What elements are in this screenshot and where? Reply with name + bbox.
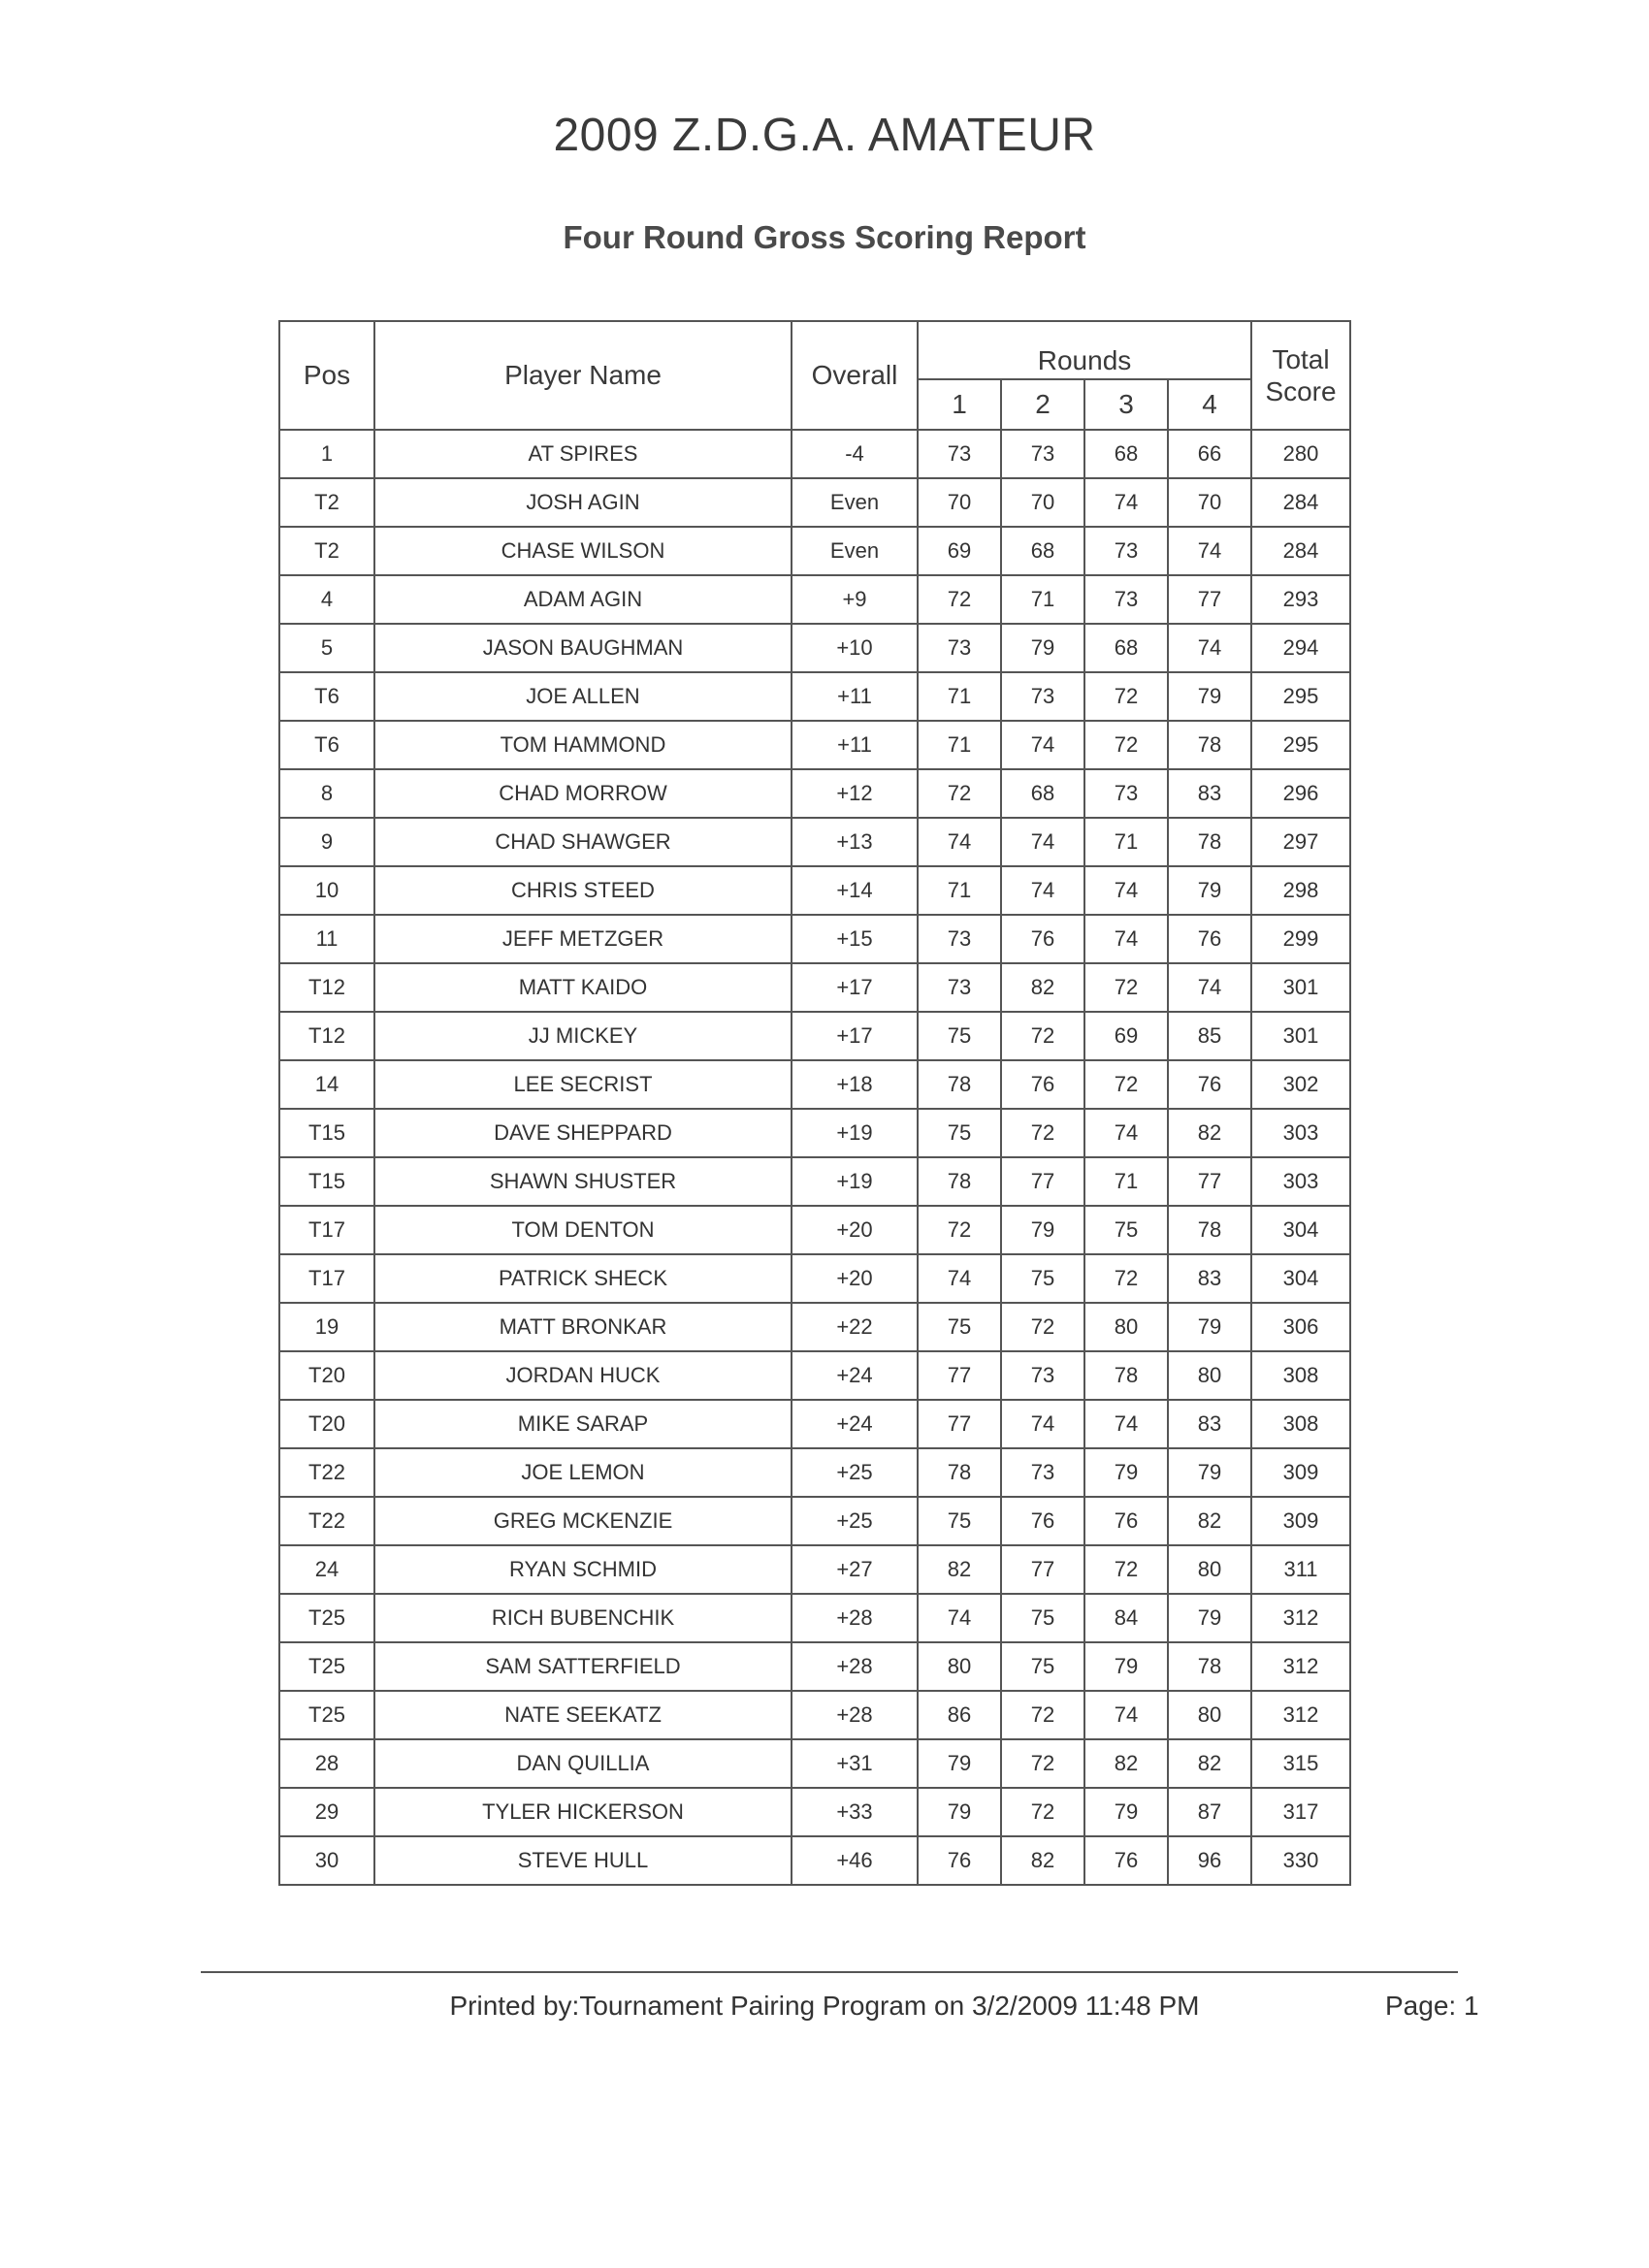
cell-total-score: 315 <box>1251 1739 1350 1788</box>
cell-round-4: 74 <box>1168 527 1251 575</box>
cell-player-name: STEVE HULL <box>374 1836 792 1885</box>
table-row <box>279 1012 1350 1060</box>
cell-pos: 4 <box>279 575 374 624</box>
cell-round-4: 96 <box>1168 1836 1251 1885</box>
table-row <box>279 1594 1350 1642</box>
cell-round-1: 75 <box>918 1497 1001 1545</box>
cell-round-3: 72 <box>1084 721 1168 769</box>
header-round-1: 1 <box>918 379 1001 430</box>
cell-player-name: AT SPIRES <box>374 430 792 478</box>
header-round-2: 2 <box>1001 379 1084 430</box>
cell-overall: Even <box>792 527 918 575</box>
cell-total-score: 330 <box>1251 1836 1350 1885</box>
page-number: Page: 1 <box>1385 1991 1479 2021</box>
cell-pos: T2 <box>279 478 374 527</box>
cell-overall: +12 <box>792 769 918 818</box>
scoring-table <box>278 320 1351 1886</box>
cell-round-2: 75 <box>1001 1594 1084 1642</box>
cell-overall: +10 <box>792 624 918 672</box>
cell-round-1: 73 <box>918 963 1001 1012</box>
cell-pos: 24 <box>279 1545 374 1594</box>
table-row <box>279 1545 1350 1594</box>
cell-round-2: 68 <box>1001 527 1084 575</box>
table-row <box>279 1351 1350 1400</box>
cell-round-3: 78 <box>1084 1351 1168 1400</box>
cell-total-score: 302 <box>1251 1060 1350 1109</box>
cell-round-3: 79 <box>1084 1788 1168 1836</box>
cell-total-score: 312 <box>1251 1642 1350 1691</box>
header-total-line1: Total <box>1272 344 1330 374</box>
cell-total-score: 309 <box>1251 1448 1350 1497</box>
cell-total-score: 309 <box>1251 1497 1350 1545</box>
table-row <box>279 1400 1350 1448</box>
cell-overall: -4 <box>792 430 918 478</box>
cell-overall: +17 <box>792 963 918 1012</box>
cell-player-name: NATE SEEKATZ <box>374 1691 792 1739</box>
cell-pos: 28 <box>279 1739 374 1788</box>
cell-round-3: 74 <box>1084 1400 1168 1448</box>
cell-round-4: 79 <box>1168 1594 1251 1642</box>
cell-pos: T2 <box>279 527 374 575</box>
cell-round-1: 78 <box>918 1060 1001 1109</box>
cell-round-3: 79 <box>1084 1448 1168 1497</box>
cell-overall: +25 <box>792 1448 918 1497</box>
cell-total-score: 312 <box>1251 1594 1350 1642</box>
cell-round-2: 72 <box>1001 1109 1084 1157</box>
cell-round-2: 73 <box>1001 1351 1084 1400</box>
cell-player-name: PATRICK SHECK <box>374 1254 792 1303</box>
cell-total-score: 303 <box>1251 1157 1350 1206</box>
cell-round-4: 66 <box>1168 430 1251 478</box>
cell-round-1: 74 <box>918 818 1001 866</box>
report-subtitle: Four Round Gross Scoring Report <box>563 219 1086 255</box>
cell-round-4: 85 <box>1168 1012 1251 1060</box>
cell-pos: T25 <box>279 1691 374 1739</box>
table-row <box>279 1642 1350 1691</box>
cell-overall: +20 <box>792 1254 918 1303</box>
table-row <box>279 1206 1350 1254</box>
cell-round-2: 74 <box>1001 1400 1084 1448</box>
cell-round-3: 73 <box>1084 527 1168 575</box>
cell-round-3: 69 <box>1084 1012 1168 1060</box>
cell-round-3: 75 <box>1084 1206 1168 1254</box>
cell-round-4: 78 <box>1168 818 1251 866</box>
cell-player-name: LEE SECRIST <box>374 1060 792 1109</box>
cell-player-name: TOM HAMMOND <box>374 721 792 769</box>
cell-pos: 10 <box>279 866 374 915</box>
cell-pos: 14 <box>279 1060 374 1109</box>
cell-player-name: DAVE SHEPPARD <box>374 1109 792 1157</box>
table-row <box>279 818 1350 866</box>
cell-pos: T12 <box>279 963 374 1012</box>
header-round-4: 4 <box>1168 379 1251 430</box>
cell-round-4: 74 <box>1168 624 1251 672</box>
cell-round-2: 79 <box>1001 1206 1084 1254</box>
cell-round-2: 76 <box>1001 1497 1084 1545</box>
cell-pos: T15 <box>279 1157 374 1206</box>
cell-overall: +33 <box>792 1788 918 1836</box>
table-row <box>279 1691 1350 1739</box>
cell-round-3: 72 <box>1084 1545 1168 1594</box>
cell-round-4: 79 <box>1168 672 1251 721</box>
cell-player-name: JEFF METZGER <box>374 915 792 963</box>
cell-overall: +18 <box>792 1060 918 1109</box>
cell-player-name: CHRIS STEED <box>374 866 792 915</box>
cell-round-2: 73 <box>1001 1448 1084 1497</box>
cell-round-3: 73 <box>1084 769 1168 818</box>
cell-pos: 5 <box>279 624 374 672</box>
cell-round-3: 79 <box>1084 1642 1168 1691</box>
table-row <box>279 721 1350 769</box>
cell-pos: T17 <box>279 1206 374 1254</box>
cell-overall: +20 <box>792 1206 918 1254</box>
cell-round-4: 87 <box>1168 1788 1251 1836</box>
cell-total-score: 304 <box>1251 1254 1350 1303</box>
cell-round-4: 80 <box>1168 1691 1251 1739</box>
header-pos: Pos <box>279 321 374 430</box>
cell-player-name: JOE ALLEN <box>374 672 792 721</box>
cell-overall: Even <box>792 478 918 527</box>
cell-overall: +9 <box>792 575 918 624</box>
cell-total-score: 293 <box>1251 575 1350 624</box>
cell-total-score: 284 <box>1251 478 1350 527</box>
cell-overall: +11 <box>792 721 918 769</box>
cell-pos: 1 <box>279 430 374 478</box>
cell-round-2: 77 <box>1001 1157 1084 1206</box>
cell-pos: T15 <box>279 1109 374 1157</box>
cell-round-3: 72 <box>1084 963 1168 1012</box>
cell-overall: +27 <box>792 1545 918 1594</box>
cell-round-3: 74 <box>1084 866 1168 915</box>
cell-round-2: 82 <box>1001 963 1084 1012</box>
cell-overall: +19 <box>792 1109 918 1157</box>
cell-total-score: 295 <box>1251 672 1350 721</box>
table-row <box>279 1060 1350 1109</box>
cell-round-3: 72 <box>1084 1060 1168 1109</box>
cell-round-2: 72 <box>1001 1739 1084 1788</box>
cell-round-1: 71 <box>918 721 1001 769</box>
cell-total-score: 317 <box>1251 1788 1350 1836</box>
cell-player-name: SHAWN SHUSTER <box>374 1157 792 1206</box>
header-total-line2: Score <box>1265 376 1337 406</box>
cell-round-3: 68 <box>1084 624 1168 672</box>
cell-pos: T22 <box>279 1497 374 1545</box>
cell-round-1: 73 <box>918 430 1001 478</box>
cell-round-1: 76 <box>918 1836 1001 1885</box>
cell-round-4: 77 <box>1168 575 1251 624</box>
cell-round-2: 72 <box>1001 1691 1084 1739</box>
cell-round-4: 80 <box>1168 1545 1251 1594</box>
cell-round-2: 73 <box>1001 672 1084 721</box>
cell-total-score: 298 <box>1251 866 1350 915</box>
cell-total-score: 296 <box>1251 769 1350 818</box>
cell-total-score: 304 <box>1251 1206 1350 1254</box>
table-row <box>279 1836 1350 1885</box>
cell-overall: +17 <box>792 1012 918 1060</box>
cell-overall: +28 <box>792 1642 918 1691</box>
cell-round-2: 73 <box>1001 430 1084 478</box>
cell-total-score: 306 <box>1251 1303 1350 1351</box>
cell-round-1: 75 <box>918 1109 1001 1157</box>
cell-round-1: 71 <box>918 672 1001 721</box>
cell-round-4: 76 <box>1168 915 1251 963</box>
cell-round-1: 72 <box>918 575 1001 624</box>
cell-player-name: TYLER HICKERSON <box>374 1788 792 1836</box>
cell-pos: 8 <box>279 769 374 818</box>
cell-round-1: 82 <box>918 1545 1001 1594</box>
cell-pos: 29 <box>279 1788 374 1836</box>
cell-player-name: SAM SATTERFIELD <box>374 1642 792 1691</box>
cell-round-4: 83 <box>1168 1254 1251 1303</box>
table-row <box>279 1448 1350 1497</box>
table-row <box>279 769 1350 818</box>
cell-pos: T12 <box>279 1012 374 1060</box>
cell-player-name: JJ MICKEY <box>374 1012 792 1060</box>
cell-player-name: MIKE SARAP <box>374 1400 792 1448</box>
header-round-3: 3 <box>1084 379 1168 430</box>
table-row <box>279 1109 1350 1157</box>
cell-total-score: 295 <box>1251 721 1350 769</box>
cell-round-2: 76 <box>1001 1060 1084 1109</box>
cell-overall: +25 <box>792 1497 918 1545</box>
cell-player-name: MATT BRONKAR <box>374 1303 792 1351</box>
printed-by-text: Printed by:Tournament Pairing Program on 3/2/2009 11:48 PM <box>449 1991 1200 2021</box>
cell-round-2: 71 <box>1001 575 1084 624</box>
cell-round-2: 77 <box>1001 1545 1084 1594</box>
cell-round-4: 82 <box>1168 1109 1251 1157</box>
cell-round-4: 78 <box>1168 1206 1251 1254</box>
cell-pos: T22 <box>279 1448 374 1497</box>
cell-round-4: 82 <box>1168 1497 1251 1545</box>
table-row <box>279 430 1350 478</box>
cell-round-1: 73 <box>918 915 1001 963</box>
cell-player-name: CHASE WILSON <box>374 527 792 575</box>
cell-round-4: 79 <box>1168 866 1251 915</box>
cell-pos: T20 <box>279 1400 374 1448</box>
cell-round-1: 71 <box>918 866 1001 915</box>
cell-round-3: 74 <box>1084 1691 1168 1739</box>
cell-round-3: 76 <box>1084 1497 1168 1545</box>
table-row <box>279 1254 1350 1303</box>
cell-round-3: 74 <box>1084 1109 1168 1157</box>
cell-round-3: 71 <box>1084 1157 1168 1206</box>
table-row <box>279 1739 1350 1788</box>
cell-round-2: 82 <box>1001 1836 1084 1885</box>
cell-round-1: 75 <box>918 1012 1001 1060</box>
cell-round-1: 72 <box>918 1206 1001 1254</box>
table-row <box>279 915 1350 963</box>
cell-pos: 9 <box>279 818 374 866</box>
cell-round-4: 70 <box>1168 478 1251 527</box>
cell-round-4: 79 <box>1168 1303 1251 1351</box>
cell-player-name: CHAD MORROW <box>374 769 792 818</box>
cell-overall: +22 <box>792 1303 918 1351</box>
cell-pos: 30 <box>279 1836 374 1885</box>
cell-round-3: 74 <box>1084 478 1168 527</box>
cell-round-3: 73 <box>1084 575 1168 624</box>
report-title: 2009 Z.D.G.A. AMATEUR <box>553 110 1096 161</box>
cell-round-2: 68 <box>1001 769 1084 818</box>
cell-round-1: 75 <box>918 1303 1001 1351</box>
cell-pos: 11 <box>279 915 374 963</box>
cell-total-score: 312 <box>1251 1691 1350 1739</box>
header-player-name: Player Name <box>374 321 792 430</box>
table-row <box>279 672 1350 721</box>
cell-total-score: 301 <box>1251 963 1350 1012</box>
cell-round-3: 72 <box>1084 1254 1168 1303</box>
cell-round-1: 78 <box>918 1448 1001 1497</box>
cell-round-2: 76 <box>1001 915 1084 963</box>
cell-round-4: 78 <box>1168 721 1251 769</box>
table-row <box>279 527 1350 575</box>
cell-pos: T25 <box>279 1642 374 1691</box>
cell-pos: T17 <box>279 1254 374 1303</box>
cell-round-3: 80 <box>1084 1303 1168 1351</box>
cell-total-score: 311 <box>1251 1545 1350 1594</box>
cell-round-1: 72 <box>918 769 1001 818</box>
cell-round-2: 72 <box>1001 1788 1084 1836</box>
cell-round-2: 70 <box>1001 478 1084 527</box>
cell-round-1: 73 <box>918 624 1001 672</box>
cell-round-1: 78 <box>918 1157 1001 1206</box>
cell-total-score: 308 <box>1251 1351 1350 1400</box>
cell-round-2: 79 <box>1001 624 1084 672</box>
table-row <box>279 963 1350 1012</box>
table-row <box>279 624 1350 672</box>
cell-player-name: GREG MCKENZIE <box>374 1497 792 1545</box>
footer-divider <box>201 1971 1458 1973</box>
table-row <box>279 866 1350 915</box>
cell-total-score: 284 <box>1251 527 1350 575</box>
cell-round-1: 74 <box>918 1254 1001 1303</box>
cell-overall: +31 <box>792 1739 918 1788</box>
header-total-score <box>1251 321 1350 430</box>
cell-round-4: 83 <box>1168 1400 1251 1448</box>
cell-total-score: 301 <box>1251 1012 1350 1060</box>
cell-overall: +24 <box>792 1351 918 1400</box>
cell-player-name: RYAN SCHMID <box>374 1545 792 1594</box>
table-row <box>279 1303 1350 1351</box>
cell-round-2: 72 <box>1001 1303 1084 1351</box>
cell-round-2: 75 <box>1001 1642 1084 1691</box>
cell-player-name: MATT KAIDO <box>374 963 792 1012</box>
cell-total-score: 308 <box>1251 1400 1350 1448</box>
cell-round-2: 74 <box>1001 721 1084 769</box>
cell-round-4: 77 <box>1168 1157 1251 1206</box>
cell-round-1: 80 <box>918 1642 1001 1691</box>
cell-total-score: 294 <box>1251 624 1350 672</box>
cell-round-4: 79 <box>1168 1448 1251 1497</box>
cell-round-2: 74 <box>1001 818 1084 866</box>
cell-round-1: 79 <box>918 1739 1001 1788</box>
cell-round-1: 77 <box>918 1400 1001 1448</box>
cell-pos: T20 <box>279 1351 374 1400</box>
cell-total-score: 303 <box>1251 1109 1350 1157</box>
table-row <box>279 1157 1350 1206</box>
cell-pos: T25 <box>279 1594 374 1642</box>
cell-overall: +11 <box>792 672 918 721</box>
table-row <box>279 575 1350 624</box>
cell-round-1: 74 <box>918 1594 1001 1642</box>
cell-overall: +15 <box>792 915 918 963</box>
cell-overall: +19 <box>792 1157 918 1206</box>
table-row <box>279 478 1350 527</box>
cell-round-3: 76 <box>1084 1836 1168 1885</box>
cell-round-2: 72 <box>1001 1012 1084 1060</box>
cell-player-name: JASON BAUGHMAN <box>374 624 792 672</box>
cell-overall: +24 <box>792 1400 918 1448</box>
cell-round-1: 79 <box>918 1788 1001 1836</box>
cell-round-3: 74 <box>1084 915 1168 963</box>
cell-pos: 19 <box>279 1303 374 1351</box>
cell-round-3: 82 <box>1084 1739 1168 1788</box>
cell-pos: T6 <box>279 672 374 721</box>
cell-round-2: 75 <box>1001 1254 1084 1303</box>
cell-round-4: 82 <box>1168 1739 1251 1788</box>
cell-round-4: 78 <box>1168 1642 1251 1691</box>
table-row <box>279 1497 1350 1545</box>
cell-total-score: 280 <box>1251 430 1350 478</box>
cell-round-2: 74 <box>1001 866 1084 915</box>
cell-player-name: CHAD SHAWGER <box>374 818 792 866</box>
header-overall: Overall <box>792 321 918 430</box>
cell-total-score: 297 <box>1251 818 1350 866</box>
cell-round-4: 74 <box>1168 963 1251 1012</box>
cell-round-3: 84 <box>1084 1594 1168 1642</box>
cell-round-1: 69 <box>918 527 1001 575</box>
cell-player-name: DAN QUILLIA <box>374 1739 792 1788</box>
cell-pos: T6 <box>279 721 374 769</box>
cell-round-4: 80 <box>1168 1351 1251 1400</box>
cell-player-name: JOSH AGIN <box>374 478 792 527</box>
cell-overall: +28 <box>792 1594 918 1642</box>
cell-overall: +28 <box>792 1691 918 1739</box>
cell-round-1: 86 <box>918 1691 1001 1739</box>
cell-round-3: 68 <box>1084 430 1168 478</box>
cell-round-3: 72 <box>1084 672 1168 721</box>
cell-player-name: ADAM AGIN <box>374 575 792 624</box>
cell-overall: +13 <box>792 818 918 866</box>
cell-overall: +46 <box>792 1836 918 1885</box>
table-row <box>279 1788 1350 1836</box>
cell-round-4: 83 <box>1168 769 1251 818</box>
cell-player-name: RICH BUBENCHIK <box>374 1594 792 1642</box>
cell-player-name: JORDAN HUCK <box>374 1351 792 1400</box>
cell-player-name: JOE LEMON <box>374 1448 792 1497</box>
cell-round-4: 76 <box>1168 1060 1251 1109</box>
header-rounds: Rounds <box>918 321 1251 379</box>
cell-overall: +14 <box>792 866 918 915</box>
cell-player-name: TOM DENTON <box>374 1206 792 1254</box>
cell-round-1: 77 <box>918 1351 1001 1400</box>
score-rows <box>279 430 1350 1885</box>
cell-round-1: 70 <box>918 478 1001 527</box>
cell-total-score: 299 <box>1251 915 1350 963</box>
cell-round-3: 71 <box>1084 818 1168 866</box>
